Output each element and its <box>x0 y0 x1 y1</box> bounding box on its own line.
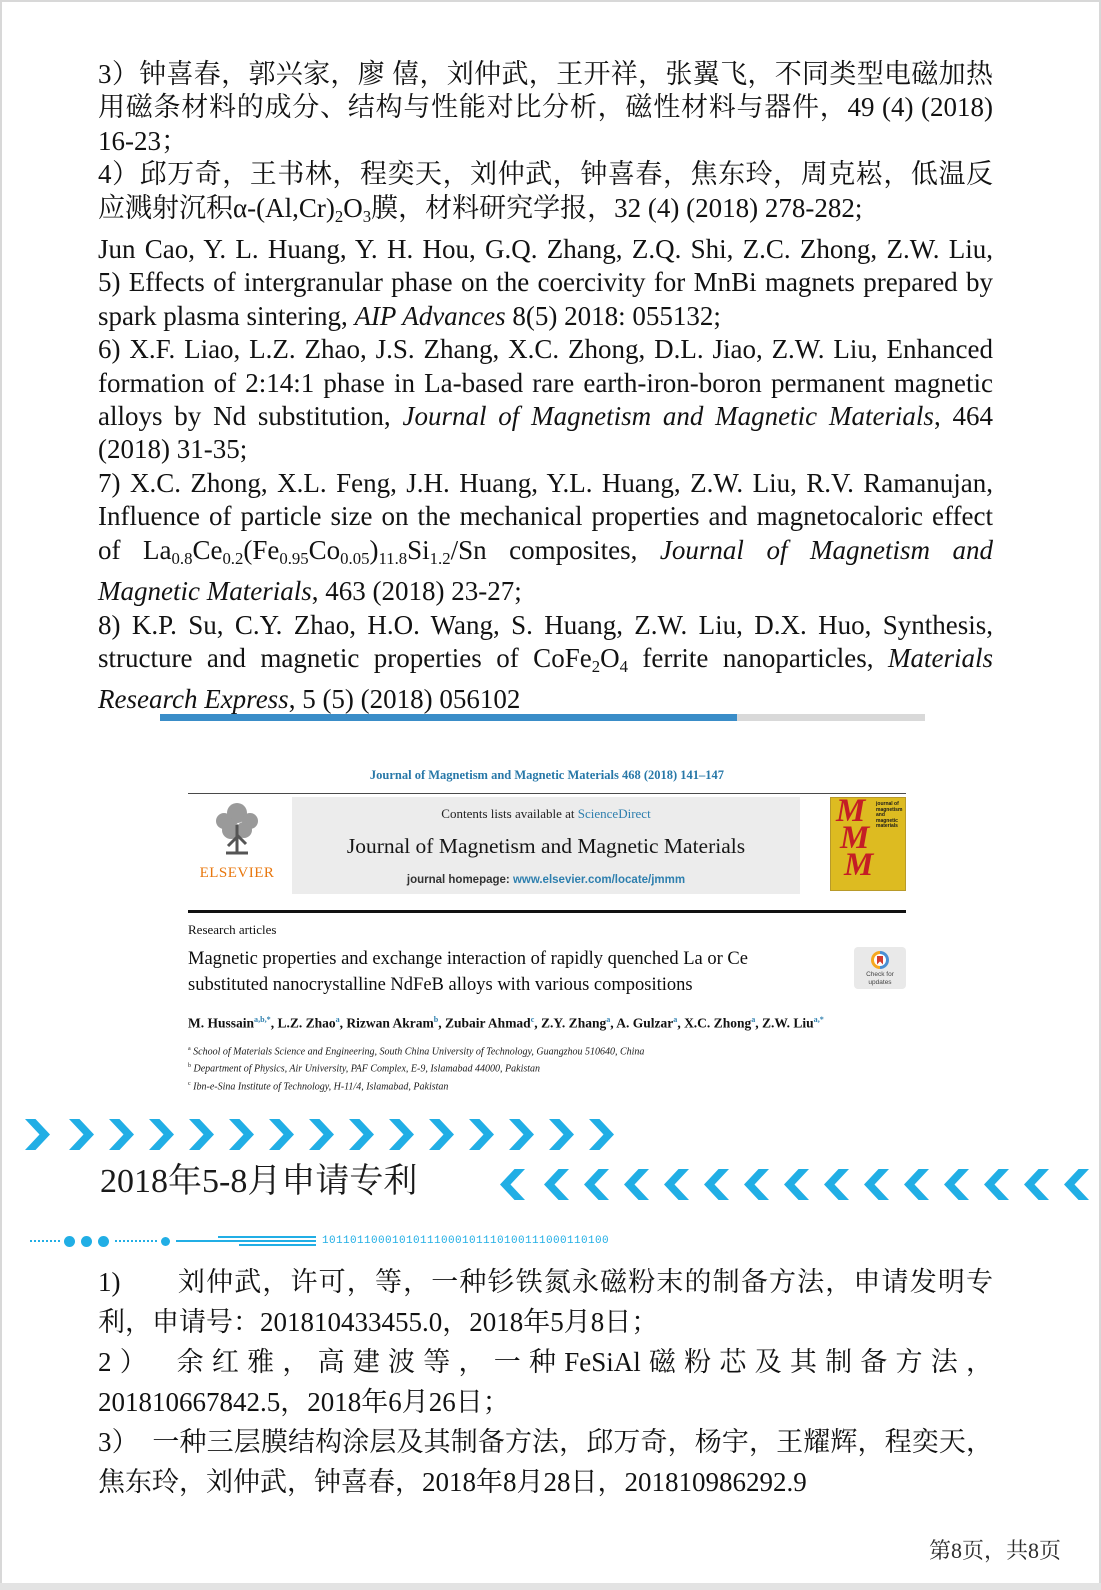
chevron-left-icon <box>944 1169 969 1200</box>
page-indicator: 第8页，共8页 <box>928 1538 1061 1563</box>
affiliation-line: $^b$ Department of Physics, Air University, PAF Complex, E-9, Islamabad 44000, Pakistan <box>188 1063 541 1075</box>
chevron-left-icon <box>744 1169 769 1200</box>
homepage-line <box>292 874 800 886</box>
deco-dot <box>64 1236 75 1247</box>
check-updates-label: Check for updates <box>866 971 894 986</box>
journal-homepage-link[interactable]: www.elsevier.com/locate/jmmm <box>512 874 686 886</box>
chevron-left-icon <box>864 1169 889 1200</box>
deco-dotted-line <box>115 1240 157 1242</box>
contents-prefix: Contents lists available at <box>441 806 578 821</box>
chevron-right-icon <box>25 1119 50 1150</box>
chevron-right-icon <box>149 1119 174 1150</box>
section-divider <box>160 714 925 721</box>
publication-item: 4）邱万奇，王书林，程奕天，刘仲武，钟喜春，焦东玲，周克崧，低温反应溅射沉积α-(Al,Cr)2O3膜，材料研究学报，32 (4) (2018) 278-282; <box>98 159 993 226</box>
patent-section-heading: 2018年5-8月申请专利 <box>100 1163 418 1200</box>
chevron-left-icon <box>1064 1169 1089 1200</box>
journal-article-header <box>188 768 906 1095</box>
chevron-right-icon <box>109 1119 134 1150</box>
masthead-rule <box>188 910 906 913</box>
deco-speed-lines <box>176 1236 316 1246</box>
journal-banner <box>292 797 800 894</box>
chevron-right-icon <box>309 1119 334 1150</box>
bookmark-icon <box>877 956 883 965</box>
chevron-right-icon <box>269 1119 294 1150</box>
chevrons-right-row <box>25 1119 629 1155</box>
deco-data-stream <box>30 1233 609 1249</box>
patent-item: 3） 一种三层膜结构涂层及其制备方法，邱万奇，杨宇，王耀辉，程奕天，焦东玲，刘仲武，钟喜春，2018年8月28日，201810986292.9 <box>98 1427 993 1497</box>
chevron-left-icon <box>664 1169 689 1200</box>
chevron-right-icon <box>229 1119 254 1150</box>
deco-dot <box>161 1237 170 1246</box>
patent-item: 1) 刘仲武，许可，等，一种钐铁氮永磁粉末的制备方法，申请发明专利，申请号：201810433455.0，2018年5月8日； <box>98 1267 993 1337</box>
divider-blue-segment <box>160 714 737 721</box>
patent-list <box>98 1262 993 1502</box>
chevron-right-icon <box>549 1119 574 1150</box>
chevron-left-icon <box>984 1169 1009 1200</box>
publication-item: 5) Effects of intergranular phase on the coercivity for MnBi magnets prepared by spark plasma sintering, AIP Advances 8(5) 2018: 055132; <box>98 267 993 331</box>
sciencedirect-link[interactable]: ScienceDirect <box>577 806 651 821</box>
contents-line <box>292 806 800 822</box>
jmmm-cover-side-text: journal of magnetism and magnetic materials <box>876 801 903 829</box>
chevron-right-icon <box>589 1119 614 1150</box>
divider-gray-segment <box>737 714 925 721</box>
article-affiliations <box>188 1042 906 1095</box>
chevron-right-icon <box>509 1119 534 1150</box>
chevron-right-icon <box>389 1119 414 1150</box>
jmmm-cover-letter: M <box>836 797 866 829</box>
chevron-right-icon <box>69 1119 94 1150</box>
deco-dot <box>98 1236 109 1247</box>
chevron-right-icon <box>189 1119 214 1150</box>
jmmm-cover-thumbnail <box>830 797 906 891</box>
chevron-left-icon <box>584 1169 609 1200</box>
chevron-left-icon <box>500 1169 525 1200</box>
chevron-left-icon <box>1024 1169 1049 1200</box>
publication-item: 8) K.P. Su, C.Y. Zhao, H.O. Wang, S. Huang, Z.W. Liu, D.X. Huo, Synthesis, structure and magnetic properties of CoFe2O4 ferrite nanoparticles, Materials Research Express, 5 (5) (2018) 056102 <box>98 609 993 715</box>
affiliation-line: $^a$ School of Materials Science and Engineering, South China University of Technology, Guangzhou 510640, China <box>188 1045 645 1057</box>
elsevier-logo <box>188 797 286 894</box>
affiliation-line: $^c$ Ibn-e-Sina Institute of Technology, H-11/4, Islamabad, Pakistan <box>188 1081 449 1093</box>
journal-citation: Journal of Magnetism and Magnetic Materials 468 (2018) 141–147 <box>369 768 725 782</box>
article-title: Magnetic properties and exchange interaction of rapidly quenched La or Ce substituted nanocrystalline NdFeB alloys with various compositions <box>188 949 748 995</box>
homepage-prefix: journal homepage: <box>406 874 513 886</box>
publication-list <box>98 58 993 717</box>
chevron-right-icon <box>349 1119 374 1150</box>
deco-dot <box>81 1236 92 1247</box>
article-type-label: Research articles <box>188 922 277 937</box>
publication-item: 7) X.C. Zhong, X.L. Feng, J.H. Huang, Y.L. Huang, Z.W. Liu, R.V. Ramanujan, Influence of particle size on the mechanical properties and magnetocaloric effect of La0.8Ce0.2(Fe0.95Co0.05)11.8Si1.2/Sn composites, Journal of Magnetism and Magnetic Materials, 463 (2018) 23-27; <box>98 467 994 607</box>
journal-title: Journal of Magnetism and Magnetic Materials <box>346 834 746 858</box>
deco-binary-text: 10110110001010111000101110100111000110100 <box>322 1235 610 1247</box>
publication-item: 6) X.F. Liao, L.Z. Zhao, J.S. Zhang, X.C. Zhong, D.L. Jiao, Z.W. Liu, Enhanced formation of 2:14:1 phase in La-based rare earth-iron-boron permanent magnetic alloys by Nd substitution, Journal of Magnetism and Magnetic Materials, 464 (2018) 31-35; <box>98 334 994 465</box>
elsevier-tree-icon <box>206 799 268 859</box>
jmmm-cover-letter: M <box>844 847 874 883</box>
chevron-right-icon <box>429 1119 454 1150</box>
chevron-right-icon <box>469 1119 494 1150</box>
journal-masthead <box>188 793 906 894</box>
chevron-left-icon <box>544 1169 569 1200</box>
deco-dotted-line <box>30 1240 60 1242</box>
check-updates-icon <box>871 951 889 969</box>
jmmm-cover-letter: M <box>840 820 870 856</box>
chevron-left-icon <box>784 1169 809 1200</box>
chevron-left-icon <box>704 1169 729 1200</box>
publication-item: Jun Cao, Y. L. Huang, Y. H. Hou, G.Q. Zhang, Z.Q. Shi, Z.C. Zhong, Z.W. Liu, <box>98 234 993 265</box>
chevron-left-icon <box>624 1169 649 1200</box>
check-for-updates-badge[interactable] <box>854 947 906 989</box>
chevron-left-icon <box>824 1169 849 1200</box>
publication-item: 3）钟喜春，郭兴家，廖 僖，刘仲武，王开祥，张翼飞，不同类型电磁加热用磁条材料的成分、结构与性能对比分析，磁性材料与器件，49 (4) (2018) 16-23； <box>98 59 993 156</box>
article-authors: M. Hussain$^{a,b,*}$, L.Z. Zhao$^a$, Rizwan Akram$^b$, Zubair Ahmad$^c$, Z.Y. Zhang$^a$, A. Gulzar$^a$, X.C. Zhong$^a$, Z.W. Liu$^{a,*}$ <box>188 1015 824 1031</box>
elsevier-wordmark: ELSEVIER <box>199 865 275 881</box>
chevron-left-icon <box>904 1169 929 1200</box>
bottom-edge-strip <box>0 1583 1101 1590</box>
chevrons-left-row <box>500 1169 1101 1205</box>
patent-item: 2） 余红雅，高建波等，一种FeSiAl磁粉芯及其制备方法，201810667842.5，2018年6月26日； <box>98 1347 993 1417</box>
